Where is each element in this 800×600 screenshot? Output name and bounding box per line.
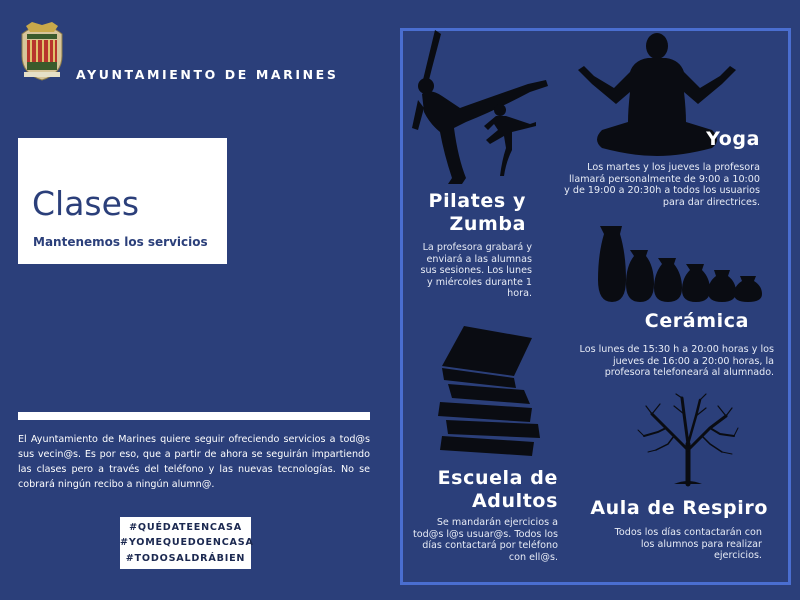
escuela-description: Se mandarán ejercicios a tod@s l@s usuar@s. Todos los días contactará por teléfono con ell@s. bbox=[413, 517, 558, 563]
intro-text: El Ayuntamiento de Marines quiere seguir ofreciendo servicios a tod@s sus vecin@s. Es por eso, que a partir de ahora se seguirán impartiendo las clases pero a través del teléfono y las nuevas tecnologías. No se cobrará ningún recibo a ningún alumn@. bbox=[18, 434, 370, 490]
tree-icon bbox=[638, 394, 738, 486]
hashtag: #YOMEQUEDOENCASA bbox=[120, 537, 254, 549]
clases-subtitle: Mantenemos los servicios bbox=[33, 235, 208, 249]
books-stack-icon bbox=[434, 324, 546, 458]
escuela-title-line1: Escuela de bbox=[437, 467, 558, 489]
ceramica-heading: Cerámica bbox=[644, 310, 749, 332]
hashtag: #TODOSALDRÁBIEN bbox=[125, 552, 246, 564]
yoga-heading: Yoga bbox=[706, 128, 760, 150]
organization-name: AYUNTAMIENTO DE MARINES bbox=[76, 67, 339, 82]
yoga-description: Los martes y los jueves la profesora llamará personalmente de 9:00 a 10:00 y de 19:00 a 20:30h a todos los usuarios para dar directrices. bbox=[564, 162, 760, 208]
escuela-heading bbox=[438, 467, 558, 513]
pilates-description: La profesora grabará y enviará a las alumnas sus sesiones. Los lunes y miércoles durante 1 hora. bbox=[420, 242, 532, 300]
pottery-vases-icon bbox=[596, 224, 766, 304]
escuela-title-line2: Adultos bbox=[472, 490, 558, 512]
respiro-description: Todos los días contactarán con los alumnos para realizar ejercicios. bbox=[614, 527, 762, 562]
divider bbox=[18, 412, 370, 420]
pilates-title-line2: Zumba bbox=[449, 213, 526, 235]
municipal-crest-icon bbox=[18, 20, 66, 82]
clases-title: Clases bbox=[32, 184, 140, 223]
clases-card bbox=[18, 138, 227, 264]
ceramica-description: Los lunes de 15:30 h a 20:00 horas y los jueves de 16:00 a 20:00 horas, la profesora telefoneará al alumnado. bbox=[579, 344, 774, 379]
dancers-icon bbox=[408, 28, 550, 188]
hashtag-box bbox=[120, 517, 254, 569]
pilates-title-line1: Pilates y bbox=[428, 190, 526, 212]
hashtag: #QUÉDATEENCASA bbox=[129, 522, 242, 533]
pilates-heading bbox=[429, 190, 526, 236]
respiro-heading: Aula de Respiro bbox=[590, 497, 768, 519]
